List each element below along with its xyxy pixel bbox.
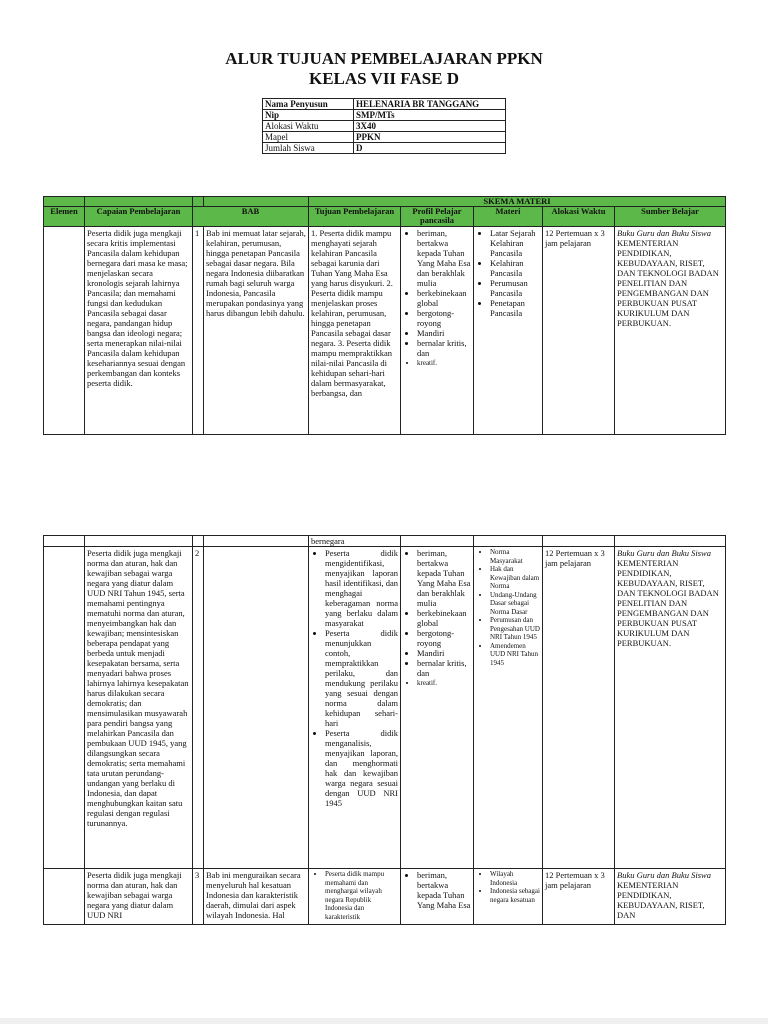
bab-cell: Bab ini menguraikan secara menyeluruh hal kesatuan Indonesia dan karakteristik daerah, dimulai dari aspek wilayah Indonesia. Hal <box>204 869 309 925</box>
info-label: Mapel <box>263 132 354 143</box>
table-row <box>44 536 726 547</box>
table-row <box>44 547 726 869</box>
list-item: • Mandiri <box>417 648 471 658</box>
sumber-text: KEMENTERIAN PENDIDIKAN, KEBUDAYAAN, RISET, DAN <box>617 880 705 920</box>
list-item: • bergotong-royong <box>417 628 471 648</box>
list-item: • bernalar kritis, dan <box>417 338 471 358</box>
alokasi-cell: 12 Pertemuan x 3 jam pelajaran <box>543 227 615 435</box>
list-item: • Penetapan Pancasila <box>490 298 540 318</box>
materi-header: Materi <box>474 207 543 227</box>
elemen-header: Elemen <box>44 207 85 227</box>
list-item: • Peserta didik menganalisis, menyajikan laporan, dan menghormati hak dan kewajiban warga negara sesuai dengan UUD NRI 1945 <box>325 728 398 808</box>
sumber-italic: Buku Guru dan Buku Siswa <box>617 870 711 880</box>
materi-cell <box>474 547 543 869</box>
bab-number: 3 <box>193 869 204 925</box>
list-item: • kreatif. <box>417 678 471 688</box>
list-item: • beriman, bertakwa kepada Tuhan Yang Maha Esa <box>417 870 471 910</box>
list-item: • Perumusan Pancasila <box>490 278 540 298</box>
sumber-cell <box>615 869 726 925</box>
materi-cell <box>474 869 543 925</box>
table-row <box>44 227 726 435</box>
info-row <box>263 132 506 143</box>
table-row <box>44 869 726 925</box>
sumber-text: KEMENTERIAN PENDIDIKAN, KEBUDAYAAN, RISET, DAN TEKNOLOGI BADAN PENELITIAN DAN PENGEMBANGAN DAN PERBUKUAN PUSAT KURIKULUM DAN PERBUKUAN. <box>617 238 719 328</box>
sumber-text: KEMENTERIAN PENDIDIKAN, KEBUDAYAAN, RISET, DAN TEKNOLOGI BADAN PENELITIAN DAN PENGEMBANGAN DAN PERBUKUAN PUSAT KURIKULUM DAN PERBUKUAN. <box>617 558 719 648</box>
page-title: ALUR TUJUAN PEMBELAJARAN PPKN <box>225 49 543 68</box>
cp-header: Capaian Pembelajaran <box>85 207 193 227</box>
info-row <box>263 121 506 132</box>
info-value: SMP/MTs <box>354 110 506 121</box>
list-item: • Kelahiran Pancasila <box>490 258 540 278</box>
list-item: • Peserta didik menunjukkan contoh, mempraktikkan perilaku, dan mendukung perilaku yang sesuai dengan norma dalam kehidupan sehari-hari <box>325 628 398 728</box>
info-row <box>263 143 506 154</box>
list-item: • beriman, bertakwa kepada Tuhan Yang Maha Esa dan berakhlak mulia <box>417 548 471 608</box>
sumber-cell <box>615 227 726 435</box>
page-subtitle: KELAS VII FASE D <box>308 69 460 88</box>
alokasi-header: Alokasi Waktu <box>543 207 615 227</box>
profil-header: Profil Pelajar pancasila <box>401 207 474 227</box>
list-item: • kreatif. <box>417 358 471 368</box>
info-value: D <box>354 143 506 154</box>
tp-continued: bernegara <box>309 536 401 547</box>
info-value: PPKN <box>354 132 506 143</box>
info-label: Jumlah Siswa <box>263 143 354 154</box>
alokasi-cell: 12 Pertemuan x 3 jam pelajaran <box>543 547 615 869</box>
profil-cell <box>401 869 474 925</box>
bab-cell: Bab ini memuat latar sejarah, kelahiran, perumusan, hingga penetapan Pancasila sebagai dasar negara. Bila negara Indonesia diibaratkan rumah bagi seluruh warga Indonesia, Pancasila merupakan pondasinya yang harus dibangun lebih dahulu. <box>204 227 309 435</box>
list-item: • Indonesia sebagai negara kesatuan <box>490 887 540 904</box>
sumber-italic: Buku Guru dan Buku Siswa <box>617 228 711 238</box>
elemen-cell <box>44 227 85 435</box>
info-label: Nama Penyusun <box>263 99 354 110</box>
list-item: • bergotong-royong <box>417 308 471 328</box>
list-item: • Norma Masyarakat <box>490 548 540 565</box>
sumber-cell <box>615 547 726 869</box>
tp-cell: 1. Peserta didik mampu menghayati sejarah kelahiran Pancasila sebagai karunia dari Tuhan Yang Maha Esa yang harus disyukuri. 2. Peserta didik mampu menjelaskan proses kelahiran, perumusan, hingga penetapan Pancasila sebagai dasar negara. 3. Peserta didik mampu mempraktikkan nilai-nilai Pancasila di kehidupan sehari-hari dalam bermasyarakat, berbangsa, dan <box>309 227 401 435</box>
cp-cell: Peserta didik juga mengkaji secara kritis implementasi Pancasila dalam kehidupan bernegara dari masa ke masa; menjelaskan secara kronologis sejarah lahirnya Pancasila; dan memahami fungsi dan kedudukan Pancasila sebagai dasar negara, pandangan hidup bangsa dan ideologi negara; serta menerapkan nilai-nilai Pancasila dalam kehidupan kesehariannya sesuai dengan perkembangan dan konteks peserta didik. <box>85 227 193 435</box>
skema-materi-header: SKEMA MATERI <box>309 197 726 207</box>
tp-cell <box>309 547 401 869</box>
tp-cell <box>309 869 401 925</box>
profil-cell <box>401 547 474 869</box>
info-table <box>262 98 506 154</box>
list-item: • Hak dan Kewajiban dalam Norma <box>490 565 540 591</box>
curriculum-table <box>43 196 726 435</box>
materi-cell <box>474 227 543 435</box>
info-label: Alokasi Waktu <box>263 121 354 132</box>
curriculum-table-continued <box>43 535 726 925</box>
elemen-cell <box>44 547 85 869</box>
bab-number: 1 <box>193 227 204 435</box>
bab-number: 2 <box>193 547 204 869</box>
alokasi-cell: 12 Pertemuan x 3 jam pelajaran <box>543 869 615 925</box>
column-header-row <box>44 207 726 227</box>
list-item: • Mandiri <box>417 328 471 338</box>
bab-cell <box>204 547 309 869</box>
elemen-cell <box>44 869 85 925</box>
info-row <box>263 110 506 121</box>
sumber-italic: Buku Guru dan Buku Siswa <box>617 548 711 558</box>
sumber-header: Sumber Belajar <box>615 207 726 227</box>
list-item: • Wilayah Indonesia <box>490 870 540 887</box>
list-item: • Undang-Undang Dasar sebagai Norma Dasar <box>490 591 540 617</box>
info-value: 3X40 <box>354 121 506 132</box>
cp-cell: Peserta didik juga mengkaji norma dan aturan, hak dan kewajiban sebagai warga negara yang diatur dalam UUD NRI <box>85 869 193 925</box>
list-item: • berkebinekaan global <box>417 288 471 308</box>
header-row <box>44 197 726 207</box>
list-item: • Perumusan dan Pengesahan UUD NRI Tahun 1945 <box>490 616 540 642</box>
list-item: • Peserta didik mengidentifikasi, menyajikan laporan hasil identifikasi, dan menghagai keberagaman norma yang berlaku dalam masyarakat <box>325 548 398 628</box>
list-item: • Peserta didik mampu memahami dan menghargai wilayah negara Republik Indonesia dan karakteristik <box>325 870 398 921</box>
profil-cell <box>401 227 474 435</box>
cp-cell: Peserta didik juga mengkaji norma dan aturan, hak dan kewajiban sebagai warga negara yang diatur dalam UUD NRI Tahun 1945, serta memahami pentingnya mematuhi norma dan aturan, menyeimbangkan hak dan kewajiban; mensintesiskan beberapa pendapat yang berbeda untuk menjadi kesepakatan bersama, serta menyadari bahwa proses lahirnya lahirnya kesepakatan harus dilakukan secara demokratis; dan mensimulasikan musyawarah para pendiri bangsa yang melahirkan Pancasila dan pembukaan UUD 1945, yang dilangsungkan secara demokratis; serta memahami tata urutan perundang-undangan yang berlaku di Indonesia, dan dapat menghubungkan kaitan satu regulasi dengan regulasi turunannya. <box>85 547 193 869</box>
info-label: Nip <box>263 110 354 121</box>
info-value: HELENARIA BR TANGGANG <box>354 99 506 110</box>
list-item: • beriman, bertakwa kepada Tuhan Yang Maha Esa dan berakhlak mulia <box>417 228 471 288</box>
page-edge <box>0 1018 768 1024</box>
list-item: • Amendemen UUD NRI Tahun 1945 <box>490 642 540 668</box>
tp-header: Tujuan Pembelajaran <box>309 207 401 227</box>
bab-header: BAB <box>193 207 309 227</box>
list-item: • berkebinekaan global <box>417 608 471 628</box>
list-item: • bernalar kritis, dan <box>417 658 471 678</box>
info-row <box>263 99 506 110</box>
list-item: • Latar Sejarah Kelahiran Pancasila <box>490 228 540 258</box>
